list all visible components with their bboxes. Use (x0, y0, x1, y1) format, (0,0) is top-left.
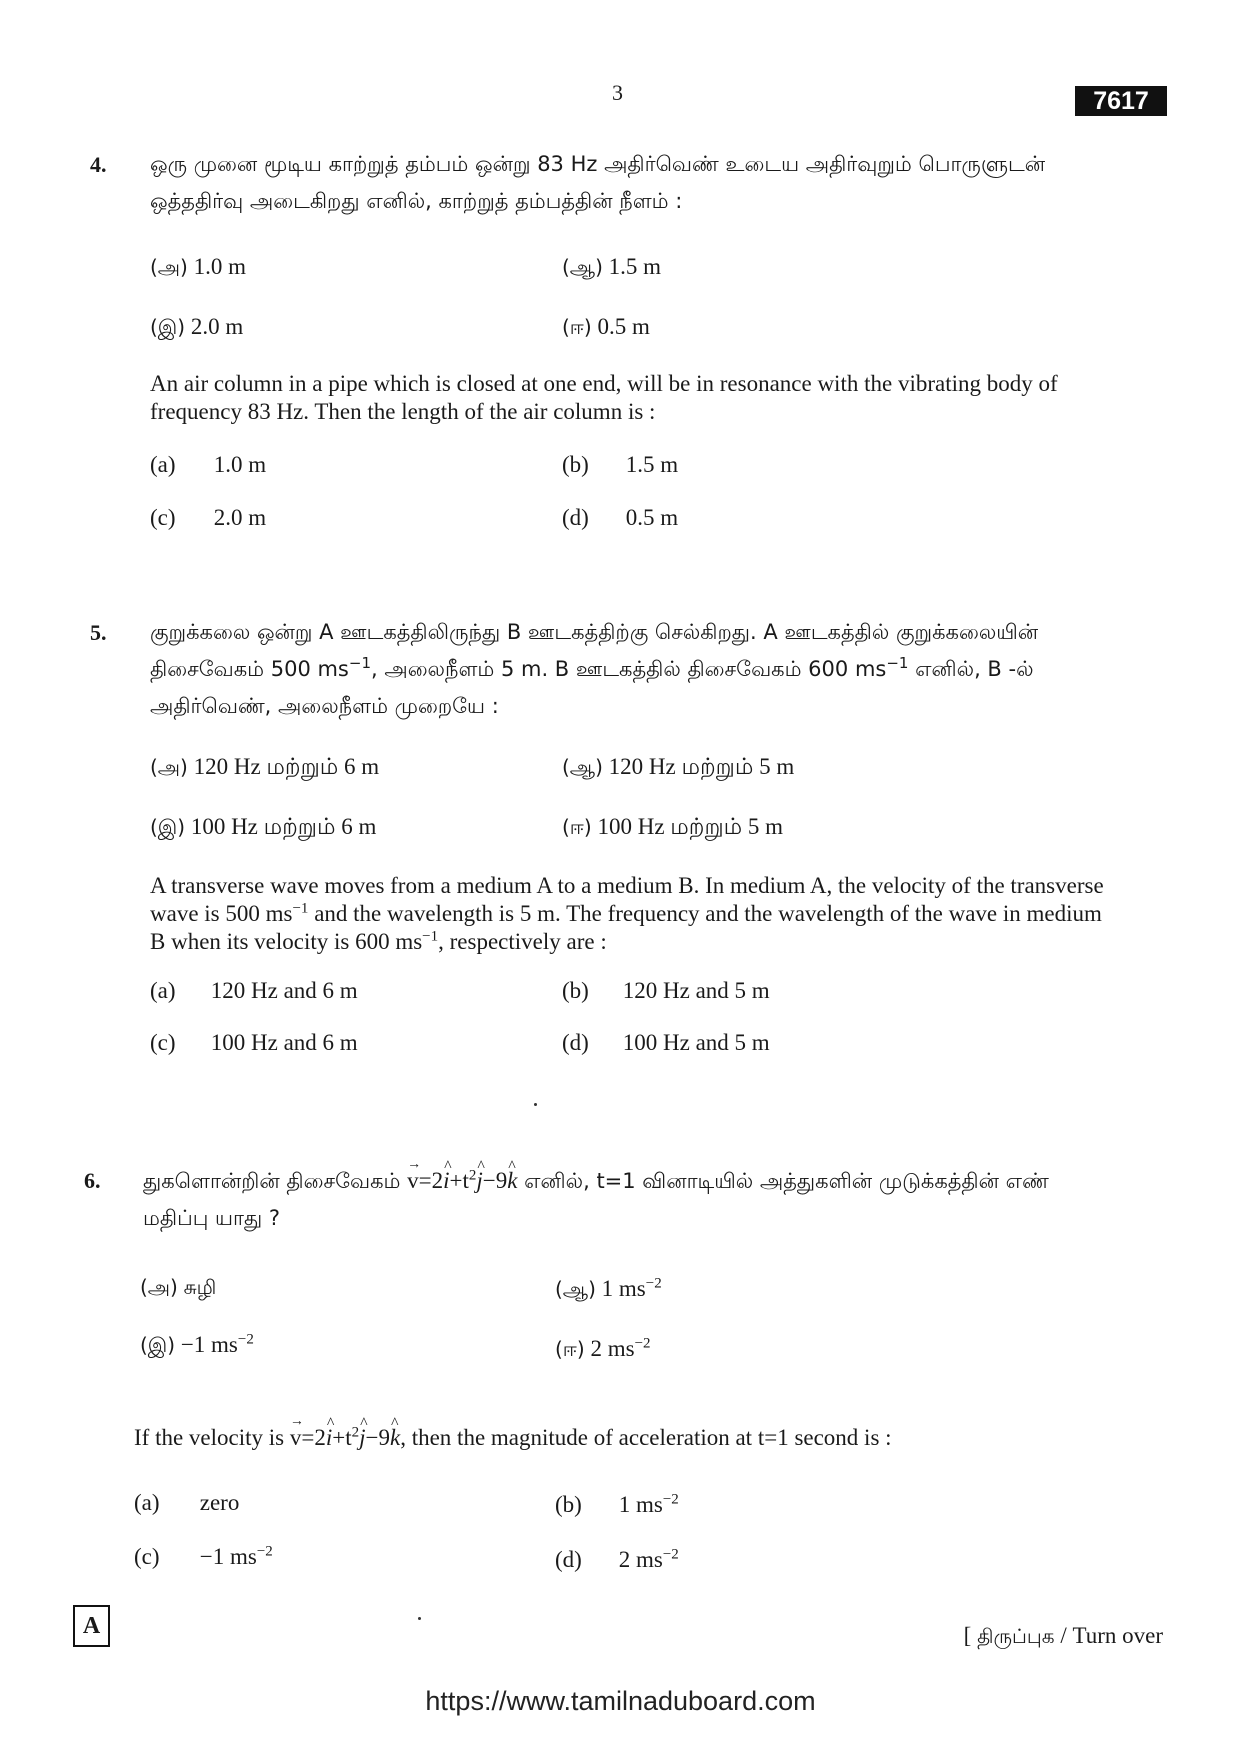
q4-tamil-option-b (562, 254, 661, 282)
option-value: சுழி (183, 1275, 217, 1299)
option-value: 120 Hz and 5 m (622, 978, 770, 1003)
option-label: (இ) (150, 315, 186, 339)
question-5-number: 5. (90, 620, 107, 645)
question-4-number: 4. (90, 152, 107, 177)
question-6-english-text: If the velocity is → v=2^ $i+t^2\^{}$ j−9^ k, then the magnitude of acceleration at t=1 second is : (134, 1424, 1134, 1452)
option-value: 1.0 m (193, 254, 246, 279)
option-label: (b) (562, 978, 589, 1003)
option-value: 100 Hz and 5 m (622, 1030, 770, 1055)
q4-english-option-b (562, 452, 678, 478)
option-value: 1 $ms^{-2}$ (618, 1491, 679, 1517)
question-5-english-text: A transverse wave moves from a medium A to a medium B. In medium A, the velocity of the transverse wave is 500 $ms^{-1}$ and the wavelength is 5 m. The frequency and the wavelength of the wave in medium B when its velocity is 600 $ms^{-1}$, respectively are : (150, 873, 1104, 954)
option-label: (d) (562, 505, 589, 530)
question-4-english-text: An air column in a pipe which is closed at one end, will be in resonance with the vibrating body of frequency 83 Hz. Then the length of the air column is : (150, 371, 1058, 424)
q6-tamil-option-b (555, 1276, 662, 1304)
option-value: 2.0 m (213, 505, 267, 530)
option-value: 120 Hz மற்றும் 6 m (193, 754, 380, 779)
option-label: (ஆ) (555, 1277, 596, 1301)
option-value: 120 Hz மற்றும் 5 m (608, 754, 795, 779)
option-label: (இ) (140, 1333, 176, 1357)
option-label: (அ) (150, 255, 188, 279)
option-value: 1.0 m (213, 452, 267, 477)
option-label: (ஈ) (562, 815, 592, 839)
q4-english-option-d (562, 505, 678, 531)
option-label: (d) (555, 1547, 582, 1572)
q5-english-option-b (562, 978, 770, 1004)
q6-english-option-b (555, 1492, 679, 1518)
q4-tamil-option-c (150, 314, 243, 342)
question-4-tamil-text: ஒரு முனை மூடிய காற்றுத் தம்பம் ஒன்று 83 Hz அதிர்வெண் உடைய அதிர்வுறும் பொருளுடன் ஒத்ததிர்வு அடைகிறது எனில், காற்றுத் தம்பத்தின் நீளம் : (150, 152, 1046, 213)
option-value: 1 $ms^{-2}$ (601, 1275, 662, 1301)
option-value: 100 Hz மற்றும் 6 m (190, 814, 377, 839)
q6-tamil-option-c (140, 1332, 254, 1360)
option-label: (ஆ) (562, 755, 603, 779)
q6-english-option-a (134, 1490, 239, 1516)
option-value: 1.5 m (625, 452, 679, 477)
q5-english-option-c (150, 1030, 358, 1056)
q4-tamil-option-a (150, 254, 246, 282)
q6-tamil-option-d (555, 1336, 651, 1364)
q4-english-option-a (150, 452, 266, 478)
q6-tamil-option-a (140, 1274, 216, 1302)
option-value: 1.5 m (608, 254, 662, 279)
q5-english-option-a (150, 978, 358, 1004)
option-value: 100 Hz and 6 m (210, 1030, 358, 1055)
velocity-equation: → v=2^ $i+t^2\^{}$ j−9^ k (407, 1168, 517, 1193)
q5-tamil-option-c (150, 814, 376, 843)
option-label: (c) (134, 1544, 160, 1569)
q5-tamil-option-a (150, 754, 379, 783)
footer-url[interactable]: https://www.tamilnaduboard.com (425, 1686, 816, 1716)
paper-code-badge: 7617 (1075, 86, 1167, 116)
option-label: (d) (562, 1030, 589, 1055)
option-label: (அ) (140, 1275, 178, 1299)
option-label: (a) (134, 1490, 160, 1515)
question-5-tamil-text: குறுக்கலை ஒன்று A ஊடகத்திலிருந்து B ஊடகத்திற்கு செல்கிறது. A ஊடகத்தில் குறுக்கலையின் திசைவேகம் 500 $ms^{-1}$, அலைநீளம் 5 m. B ஊடகத்தில் திசைவேகம் 600 $ms^{-1}$ எனில், B -ல் அதிர்வெண், அலைநீளம் முறையே : (150, 620, 1039, 718)
q5-tamil-option-b (562, 754, 794, 783)
option-label: (a) (150, 452, 176, 477)
q4-tamil-option-d (562, 314, 650, 342)
scan-speck (534, 1103, 537, 1106)
option-value: zero (199, 1490, 240, 1515)
option-value: −1 $ms^{-2}$ (180, 1331, 254, 1357)
option-label: (இ) (150, 815, 186, 839)
option-label: (ஆ) (562, 255, 603, 279)
option-label: (b) (555, 1492, 582, 1517)
question-6-tamil-text: துகளொன்றின் திசைவேகம் → v=2^ $i+t^2\^{}$ j−9^ k எனில், t=1 வினாடியில் அத்துகளின் முடுக்கத்தின் எண் மதிப்பு யாது ? (143, 1162, 1118, 1237)
q5-tamil-option-d (562, 814, 783, 843)
velocity-equation: → v=2^ $i+t^2\^{}$ j−9^ k (290, 1425, 400, 1450)
option-label: (ஈ) (555, 1337, 585, 1361)
section-label-box: A (73, 1605, 110, 1647)
q5-english-option-d (562, 1030, 770, 1056)
option-label: (c) (150, 505, 176, 530)
turn-over-note: [ திருப்புக / Turn over (963, 1623, 1163, 1648)
page-number: 3 (612, 80, 623, 105)
option-label: (அ) (150, 755, 188, 779)
option-value: 120 Hz and 6 m (210, 978, 358, 1003)
question-6-number: 6. (84, 1168, 101, 1193)
option-value: 2.0 m (190, 314, 244, 339)
option-label: (b) (562, 452, 589, 477)
option-label: (a) (150, 978, 176, 1003)
option-value: 0.5 m (597, 314, 650, 339)
option-value: 100 Hz மற்றும் 5 m (597, 814, 784, 839)
option-value: 2 $ms^{-2}$ (590, 1335, 651, 1361)
option-value: 2 $ms^{-2}$ (618, 1546, 679, 1572)
q6-english-option-c (134, 1544, 273, 1570)
option-value: 0.5 m (625, 505, 679, 530)
q4-english-option-c (150, 505, 266, 531)
scan-speck (418, 1617, 421, 1620)
option-label: (ஈ) (562, 315, 592, 339)
option-label: (c) (150, 1030, 176, 1055)
q6-english-option-d (555, 1547, 679, 1573)
option-value: −1 $ms^{-2}$ (199, 1543, 273, 1569)
